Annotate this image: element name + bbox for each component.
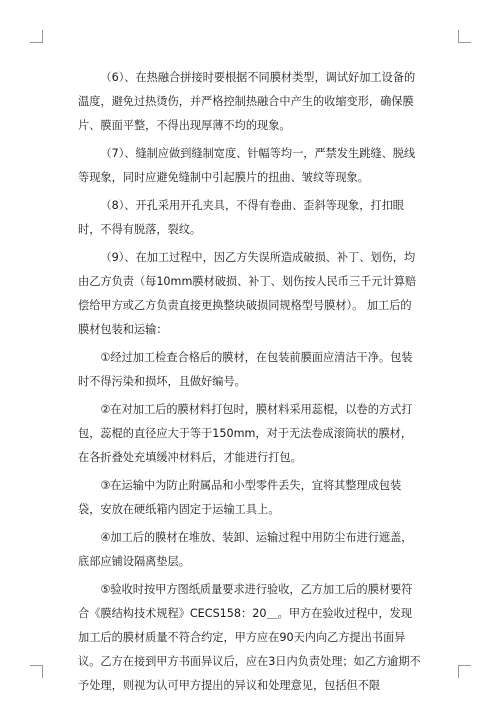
paragraph-9: （9）、在加工过程中，因乙方失误所造成破损、补丁、划伤，均由乙方负责（每10mm膜材破损、补丁、划伤按人民币三千元计算赔偿给甲方或乙方负责直接更换整块破损同规格型号膜材）。 加工后的膜材包装和运输： [78,251,417,336]
list-item-4: ④加工后的膜材在堆放、装卸、运输过程中用防尘布进行遮盖，底部应铺设隔离垫层。 [78,531,413,568]
crop-mark-top-left [30,30,43,43]
document-body [78,66,422,698]
paragraph-6: （6）、在热融合拼接时要根据不同膜材类型，调试好加工设备的温度，避免过热烫伤，并严格控制热融合中产生的收缩变形，确保膜片、膜面平整，不得出现厚薄不均的现象。 [78,71,416,132]
crop-mark-bottom-left [30,665,43,678]
list-item-1: ①经过加工检查合格后的膜材，在包装前膜面应清洁干净。包装时不得污染和损坏，且做好编号。 [78,351,413,388]
crop-mark-bottom-right [458,665,471,678]
crop-mark-top-right [458,30,471,43]
list-item-2: ②在对加工后的膜材料打包时，膜材料采用蕊棍，以卷的方式打包，蕊棍的直径应大于等于150mm，对于无法卷成滚筒状的膜材，在各折叠处充填缓冲材料后，才能进行打包。 [78,403,413,464]
list-item-3: ③在运输中为防止附属品和小型零件丢失，宜将其整理成包装袋，安放在硬纸箱内固定于运输工具上。 [78,479,402,516]
list-item-5: ⑤验收时按甲方图纸质量要求进行验收，乙方加工后的膜材要符合《膜结构技术规程》CECS158：20＿。甲方在验收过程中，发现加工后的膜材质量不符合约定，甲方应在90天内向乙方提出书面异议。乙方在接到甲方书面异议后，应在3日内负责处理；如乙方逾期不予处理，则视为认可甲方提出的异议和处理意见，包括但不限 [78,583,421,692]
paragraph-8: （8）、开孔采用开孔夹具，不得有卷曲、歪斜等现象，打扣眼时，不得有脱落，裂纹。 [78,199,404,236]
paragraph-7: （7）、缝制应做到缝制宽度、针幅等均一，严禁发生跳缝、脱线等现象，同时应避免缝制中引起膜片的扭曲、皱纹等现象。 [78,147,416,184]
